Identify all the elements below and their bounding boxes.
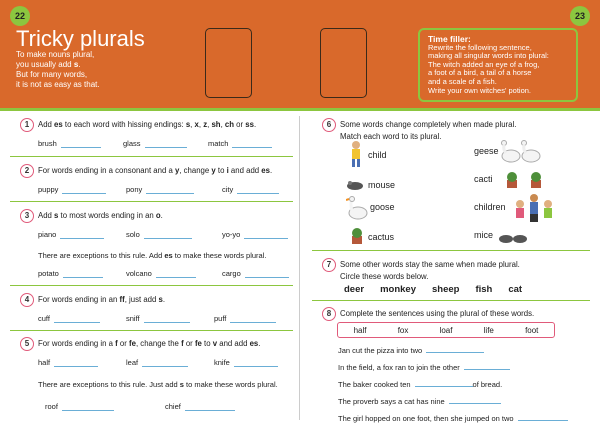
answer-line[interactable] [415, 386, 473, 387]
section-6-instruction: 6 Some words change completely when made plural. Match each word to its plural. [322, 118, 516, 142]
time-filler-box: Time filler: Rewrite the following sentence, making all singular words into plural: The witch added an eye of a frog, a foot of a bird, a tail of a horse and a scale of a fish. Write your own witches' potion. [418, 28, 578, 102]
section-8-instruction: 8 Complete the sentences using the plural of these words. [322, 307, 534, 321]
word-monkey[interactable]: monkey [380, 284, 416, 295]
picture-frame-right [320, 28, 367, 98]
word-fish[interactable]: fish [475, 284, 493, 295]
separator [10, 156, 293, 157]
answer-line[interactable] [426, 352, 484, 353]
answer-line[interactable] [237, 193, 279, 194]
section-4-instruction: 4 For words ending in an ff, just add s. [20, 293, 165, 307]
separator [312, 300, 590, 301]
answer-line[interactable] [62, 410, 114, 411]
sentence-1: Jan cut the pizza into two [338, 346, 484, 355]
word-cactus[interactable]: cactus [368, 232, 395, 242]
sentence-5: The girl hopped on one foot, then she jumped on two [338, 414, 568, 423]
page-number-left: 22 [10, 6, 30, 26]
answer-line[interactable] [61, 147, 101, 148]
section-7-instruction: 7 Some other words stay the same when made plural. Circle these words below. [322, 258, 520, 282]
bank-word: life [483, 325, 494, 335]
header-divider [0, 108, 600, 111]
answer-line[interactable] [185, 410, 235, 411]
separator [312, 250, 590, 251]
section-5-instruction: 5 For words ending in a f or fe, change the f or fe to v and add es. [20, 337, 260, 351]
answer-line[interactable] [144, 322, 190, 323]
section-5-words: half leaf knife [38, 358, 278, 367]
section-3-exception-words: potato volcano cargo [38, 269, 289, 278]
cacti-picture [505, 170, 551, 188]
answer-line[interactable] [144, 238, 192, 239]
picture-frame-left [205, 28, 252, 98]
separator [10, 201, 293, 202]
mouse-picture [346, 180, 364, 190]
column-divider [299, 116, 300, 420]
section-3-words: piano solo yo-yo [38, 230, 288, 239]
answer-line[interactable] [234, 366, 278, 367]
section-3-instruction: 3 Add s to most words ending in an o. [20, 209, 163, 223]
answer-line[interactable] [146, 193, 194, 194]
goose-picture [346, 196, 368, 220]
intro-text: To make nouns plural, you usually add s. But for many words, it is not as easy as that. [16, 50, 100, 89]
section-4-words: cuff sniff puff [38, 314, 276, 323]
answer-line[interactable] [244, 238, 288, 239]
section-1-instruction: 1 Add es to each word with hissing endings: s, x, z, sh, ch or ss. [20, 118, 256, 132]
separator [10, 330, 293, 331]
section-3-exception: There are exceptions to this rule. Add es to make these words plural. [38, 251, 267, 260]
answer-line[interactable] [156, 277, 196, 278]
cactus-picture [350, 226, 364, 244]
answer-line[interactable] [145, 147, 187, 148]
sentence-4: The proverb says a cat has nine [338, 397, 501, 406]
word-deer[interactable]: deer [344, 284, 365, 295]
geese-picture [497, 136, 543, 164]
word-children[interactable]: children [474, 202, 506, 212]
answer-line[interactable] [54, 366, 98, 367]
mice-picture [498, 232, 528, 244]
word-cat[interactable]: cat [508, 284, 523, 295]
answer-line[interactable] [245, 277, 289, 278]
bank-word: fox [397, 325, 409, 335]
bank-word: half [353, 325, 367, 335]
sentence-2: In the field, a fox ran to join the other [338, 363, 510, 372]
word-sheep[interactable]: sheep [431, 284, 460, 295]
word-cacti[interactable]: cacti [474, 174, 493, 184]
word-child[interactable]: child [368, 150, 387, 160]
word-geese[interactable]: geese [474, 146, 499, 156]
answer-line[interactable] [232, 147, 272, 148]
circle-words [344, 284, 522, 295]
answer-line[interactable] [63, 277, 103, 278]
answer-line[interactable] [230, 322, 276, 323]
section-2-instruction: 2 For words ending in a consonant and a y, change y to i and add es. [20, 164, 272, 178]
answer-line[interactable] [60, 238, 104, 239]
child-picture [348, 140, 364, 168]
page-number-right: 23 [570, 6, 590, 26]
answer-line[interactable] [518, 420, 568, 421]
word-mouse[interactable]: mouse [368, 180, 396, 190]
separator [10, 285, 293, 286]
sentence-3: The baker cooked ten of bread. [338, 380, 503, 389]
children-picture [512, 190, 558, 226]
word-bank [337, 322, 555, 338]
section-5-exception: There are exceptions to this rule. Just add s to make these words plural. [38, 380, 278, 389]
section-2-words: puppy pony city [38, 185, 279, 194]
answer-line[interactable] [142, 366, 188, 367]
answer-line[interactable] [464, 369, 510, 370]
section-1-words: brush glass match [38, 139, 272, 148]
word-goose[interactable]: goose [370, 202, 395, 212]
page-title: Tricky plurals [16, 26, 145, 51]
bank-word: loaf [439, 325, 453, 335]
word-mice[interactable]: mice [474, 230, 494, 240]
bank-word: foot [525, 325, 539, 335]
answer-line[interactable] [54, 322, 100, 323]
answer-line[interactable] [62, 193, 106, 194]
section-5-exception-words: roof chief [45, 402, 235, 411]
answer-line[interactable] [449, 403, 501, 404]
